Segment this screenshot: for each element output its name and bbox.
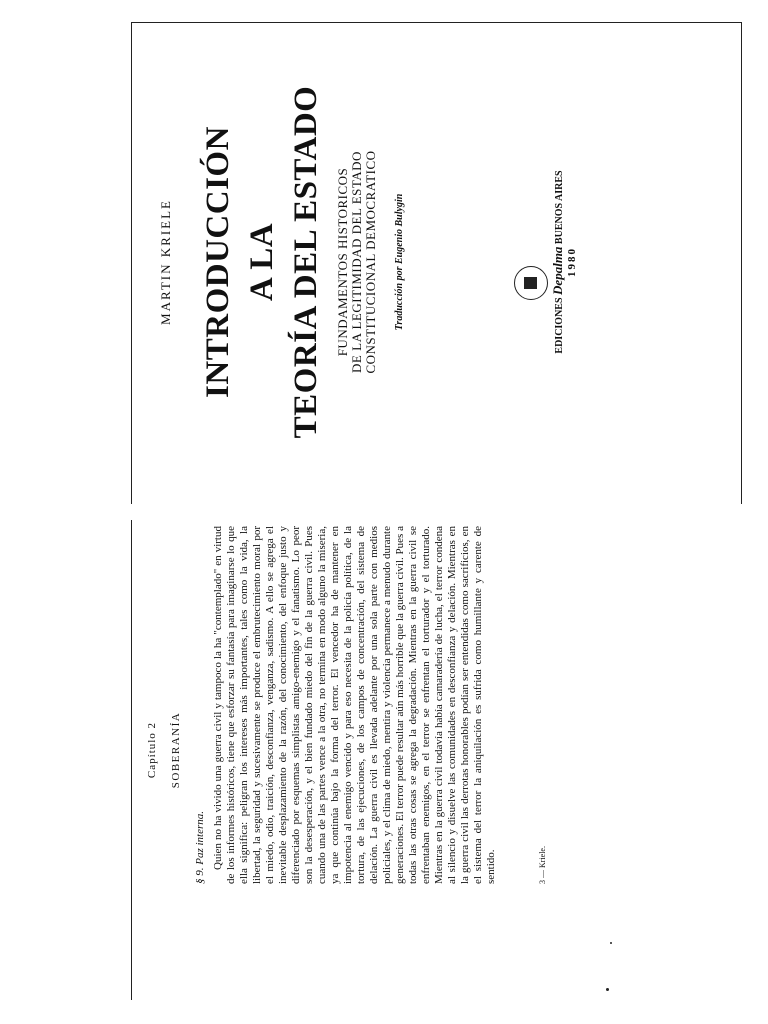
page-border-left-upper (131, 22, 132, 504)
subtitle-line-2: DE LA LEGITIMIDAD DEL ESTADO (349, 151, 364, 373)
publisher-logo-icon (514, 266, 548, 300)
author-name: MARTIN KRIELE (158, 199, 173, 325)
publisher-brand: Depalma (550, 246, 565, 295)
title-line-2: A LA (244, 222, 280, 302)
scan-speck (606, 988, 609, 991)
page-border-right (741, 22, 742, 504)
book-subtitle (336, 102, 378, 422)
title-line-1: INTRODUCCIÓN (200, 126, 236, 398)
subtitle-line-1: FUNDAMENTOS HISTORICOS (335, 167, 350, 357)
chapter-page (138, 520, 678, 1000)
page-border-top (131, 22, 741, 23)
title-page (146, 42, 736, 482)
publisher-prefix: EDICIONES (554, 297, 565, 354)
title-line-3: TEORÍA DEL ESTADO (288, 85, 324, 439)
publisher-line (550, 82, 566, 442)
page-border-left-lower (131, 520, 132, 1000)
book-title (196, 82, 328, 442)
chapter-label: Capítulo 2 (146, 721, 158, 779)
publisher-city: BUENOS AIRES (554, 170, 565, 245)
subtitle-line-3: CONSTITUCIONAL DEMOCRATICO (363, 150, 378, 374)
body-text (212, 526, 498, 884)
translator-credit: Traducción por Eugenio Bulygin (394, 193, 405, 331)
scan-speck (610, 942, 612, 944)
body-paragraph: Quien no ha vivido una guerra civil y tampoco la ha "contemplado" en virtud de los informes históricos, tiene que esforzar su fantasía para imaginarse lo que ella significa: peligran los intereses más importantes, tales como la vida, la libertad, la seguridad y sucesivamente se produce el embrutecimiento moral por el miedo, odio, traición, desconfianza, venganza, sadismo. A ello se agrega el inevitable desplazamiento de la razón, del conocimiento, del enfoque justo y diferenciado por esquemas simplistas amigo-enemigo y el fanatismo. Lo peor son la desesperación, y el bien fundado miedo del fin de la guerra civil. Pues cuando una de las partes vence a la otra, no termina en modo alguno la miseria, ya que continúa bajo la forma del terror. El vencedor ha de mantener en impotencia al enemigo vencido y para eso necesita de la policía política, de la tortura, de las ejecuciones, de los campos de concentración, del sistema de delación. La guerra civil es llevada adelante por una sola parte con medios policiales, y el clima de miedo, mentira y violencia permanece a menudo durante generaciones. El terror puede resultar aún más horrible que la guerra civil. Pues a todas las otras cosas se agrega la degradación. Mientras en la guerra civil se enfrentaban enemigos, en el terror se enfrentan el torturador y el torturado. Mientras en la guerra civil todavía había camaradería de lucha, el terror condena al silencio y disuelve las comunidades en desconfianza y delación. Mientras en la guerra civil las derrotas honorables podían ser entendidas como sacrificios, en el sistema del terror la aniquilación es sufrida como humillante y carente de sentido. (212, 526, 497, 884)
publication-year: 1980 (566, 247, 578, 277)
section-heading: § 9. Paz interna. (194, 810, 206, 884)
chapter-title: SOBERANÍA (170, 711, 182, 789)
page-footnote: 3 — Kriele. (538, 846, 547, 884)
